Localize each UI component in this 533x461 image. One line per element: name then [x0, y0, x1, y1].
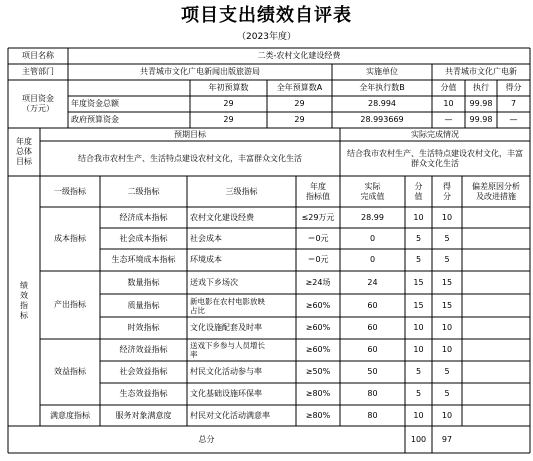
- ind-level3: 新电影在农村电影放映 占比: [190, 296, 265, 315]
- goals-actual: 结合我市农村生产、生活特点建设农村文化，丰富群众文化生活: [347, 148, 523, 168]
- funds-row-score: 7: [510, 99, 517, 108]
- ind-actual: 0: [369, 255, 376, 264]
- ind-value: 5: [415, 255, 422, 264]
- ind-actual: 28.99: [361, 212, 384, 222]
- ind-level3: 送戏下乡场次: [190, 277, 238, 287]
- project-name-label: 项目名称: [22, 51, 54, 60]
- total-score: 97: [441, 434, 453, 444]
- ind-level1-benefit: 效益指标: [54, 367, 86, 376]
- ind-actual: 0: [369, 233, 376, 243]
- ind-level3: 环境成本: [190, 255, 222, 264]
- funds-label: 项目资金 （万元）: [22, 94, 54, 113]
- ind-score: 10: [441, 212, 453, 222]
- ind-target: ≥24场: [305, 277, 331, 287]
- funds-row-score: —: [509, 115, 518, 124]
- ind-actual: 60: [367, 323, 378, 332]
- ind-value: 10: [413, 345, 424, 354]
- ind-target: ≥80%: [305, 410, 331, 420]
- ind-header-level1: 一级指标: [54, 186, 86, 196]
- ind-value: 5: [415, 233, 422, 243]
- ind-target: ≥60%: [305, 345, 331, 354]
- ind-header-level2: 二级指标: [127, 186, 160, 196]
- project-name: 二类-农村文化建设经费: [257, 51, 341, 60]
- ind-value: 15: [413, 300, 424, 310]
- ind-level2: 经济成本指标: [119, 212, 168, 222]
- ind-level3: 文化设施配套及时率: [190, 323, 262, 332]
- funds-header-score-value: 分值: [440, 83, 457, 92]
- ind-target: ≤29万元: [301, 212, 335, 222]
- ind-score: 5: [444, 367, 450, 376]
- ind-actual: 80: [367, 389, 378, 398]
- ind-target: ≥60%: [305, 300, 331, 310]
- page-title: 项目支出绩效自评表: [181, 5, 352, 26]
- ind-score: 5: [444, 233, 450, 243]
- funds-header-annual: 全年预算数A: [276, 83, 323, 92]
- ind-level2: 时效指标: [127, 323, 160, 332]
- funds-row-annual: 29: [294, 99, 305, 108]
- funds-row-name: 年度资金总额: [71, 99, 119, 108]
- ind-header-value: 分 值: [414, 181, 423, 201]
- ind-value: 15: [413, 277, 424, 287]
- ind-target: ＝0元: [307, 233, 329, 243]
- ind-score: 5: [444, 255, 450, 264]
- funds-row-initial: 29: [223, 99, 234, 108]
- goals-planned: 结合我市农村生产、生活特点建设农村文化，丰富群众文化生活: [78, 153, 302, 163]
- dept-label: 主管部门: [22, 67, 54, 76]
- ind-value: 10: [413, 323, 424, 332]
- ind-score: 10: [441, 345, 453, 354]
- funds-row-rate: 99.98: [469, 115, 493, 124]
- ind-target: ＝0元: [307, 255, 329, 264]
- ind-level2: 社会成本指标: [119, 233, 168, 243]
- goals-label: 年度 总体 目标: [16, 137, 32, 166]
- funds-row-executed: 28.993669: [360, 115, 404, 124]
- ind-level3: 社会成本: [190, 233, 222, 243]
- ind-level3: 农村文化建设经费: [190, 212, 254, 222]
- ind-level2: 生态效益指标: [119, 389, 168, 398]
- ind-level2: 数量指标: [127, 277, 160, 287]
- ind-score: 5: [444, 389, 450, 398]
- ind-header-level3: 三级指标: [225, 186, 258, 196]
- ind-actual: 60: [367, 345, 378, 354]
- unit-value: 共青城市文化广电新: [445, 67, 517, 76]
- ind-value: 5: [415, 389, 422, 398]
- ind-level2: 社会效益指标: [119, 367, 168, 376]
- ind-score: 10: [441, 323, 453, 332]
- ind-level2: 经济效益指标: [119, 345, 168, 354]
- funds-row-executed: 28.994: [368, 99, 396, 108]
- dept-value: 共青城市文化广电新闻出版旅游局: [140, 67, 260, 76]
- ind-level1-cost: 成本指标: [54, 234, 86, 243]
- ind-actual: 80: [367, 410, 378, 420]
- unit-label: 实施单位: [366, 67, 398, 76]
- ind-level3: 文化基础设施环保率: [190, 389, 262, 398]
- ind-header-score: 得 分: [443, 181, 451, 201]
- total-label: 总分: [198, 434, 215, 444]
- ind-header-target: 年度 指标值: [306, 181, 330, 201]
- total-value: 100: [410, 434, 427, 444]
- ind-level3: 村民文化活动参与率: [190, 367, 262, 376]
- ind-level2: 生态环境成本指标: [111, 255, 176, 264]
- funds-row-initial: 29: [223, 115, 234, 124]
- ind-value: 5: [415, 367, 422, 376]
- ind-score: 15: [441, 277, 453, 287]
- indicators-side-label: 绩 效 指 标: [20, 281, 28, 320]
- ind-level1-satisfaction: 满意度指标: [50, 410, 90, 420]
- ind-actual: 24: [367, 277, 378, 287]
- ind-value: 10: [413, 212, 424, 222]
- funds-row-score-value: 10: [443, 99, 454, 108]
- funds-header-score: 得分: [505, 83, 522, 92]
- ind-level2: 质量指标: [127, 300, 160, 310]
- funds-header-executed: 全年执行数B: [359, 83, 405, 92]
- ind-score: 15: [441, 300, 453, 310]
- ind-score: 10: [441, 410, 453, 420]
- ind-level3: 村民对文化活动满意率: [190, 410, 270, 420]
- ind-level3: 送戏下乡参与人员增长 率: [190, 341, 265, 359]
- ind-actual: 50: [367, 367, 378, 376]
- ind-header-deviation: 偏差原因分析 及改进措施: [472, 181, 520, 201]
- funds-row-name: 政府预算资金: [71, 115, 119, 124]
- goals-planned-header: 预期目标: [174, 129, 206, 139]
- ind-actual: 60: [367, 300, 378, 310]
- goals-actual-header: 实际完成情况: [411, 129, 459, 139]
- ind-target: ≥50%: [305, 367, 331, 376]
- funds-header-initial: 年初预算数: [208, 83, 249, 92]
- funds-row-annual: 29: [294, 115, 305, 124]
- page-subtitle: （2023年度）: [237, 32, 296, 42]
- funds-row-score-value: —: [444, 115, 453, 124]
- ind-target: ≥80%: [305, 389, 331, 398]
- funds-header-rate: 执行: [473, 83, 489, 92]
- ind-level2: 服务对象满意度: [115, 410, 172, 420]
- ind-level1-output: 产出指标: [54, 300, 86, 309]
- ind-value: 10: [413, 410, 424, 420]
- funds-row-rate: 99.98: [469, 99, 493, 108]
- ind-target: ≥60%: [305, 323, 331, 332]
- ind-header-actual: 实际 完成值: [360, 181, 385, 201]
